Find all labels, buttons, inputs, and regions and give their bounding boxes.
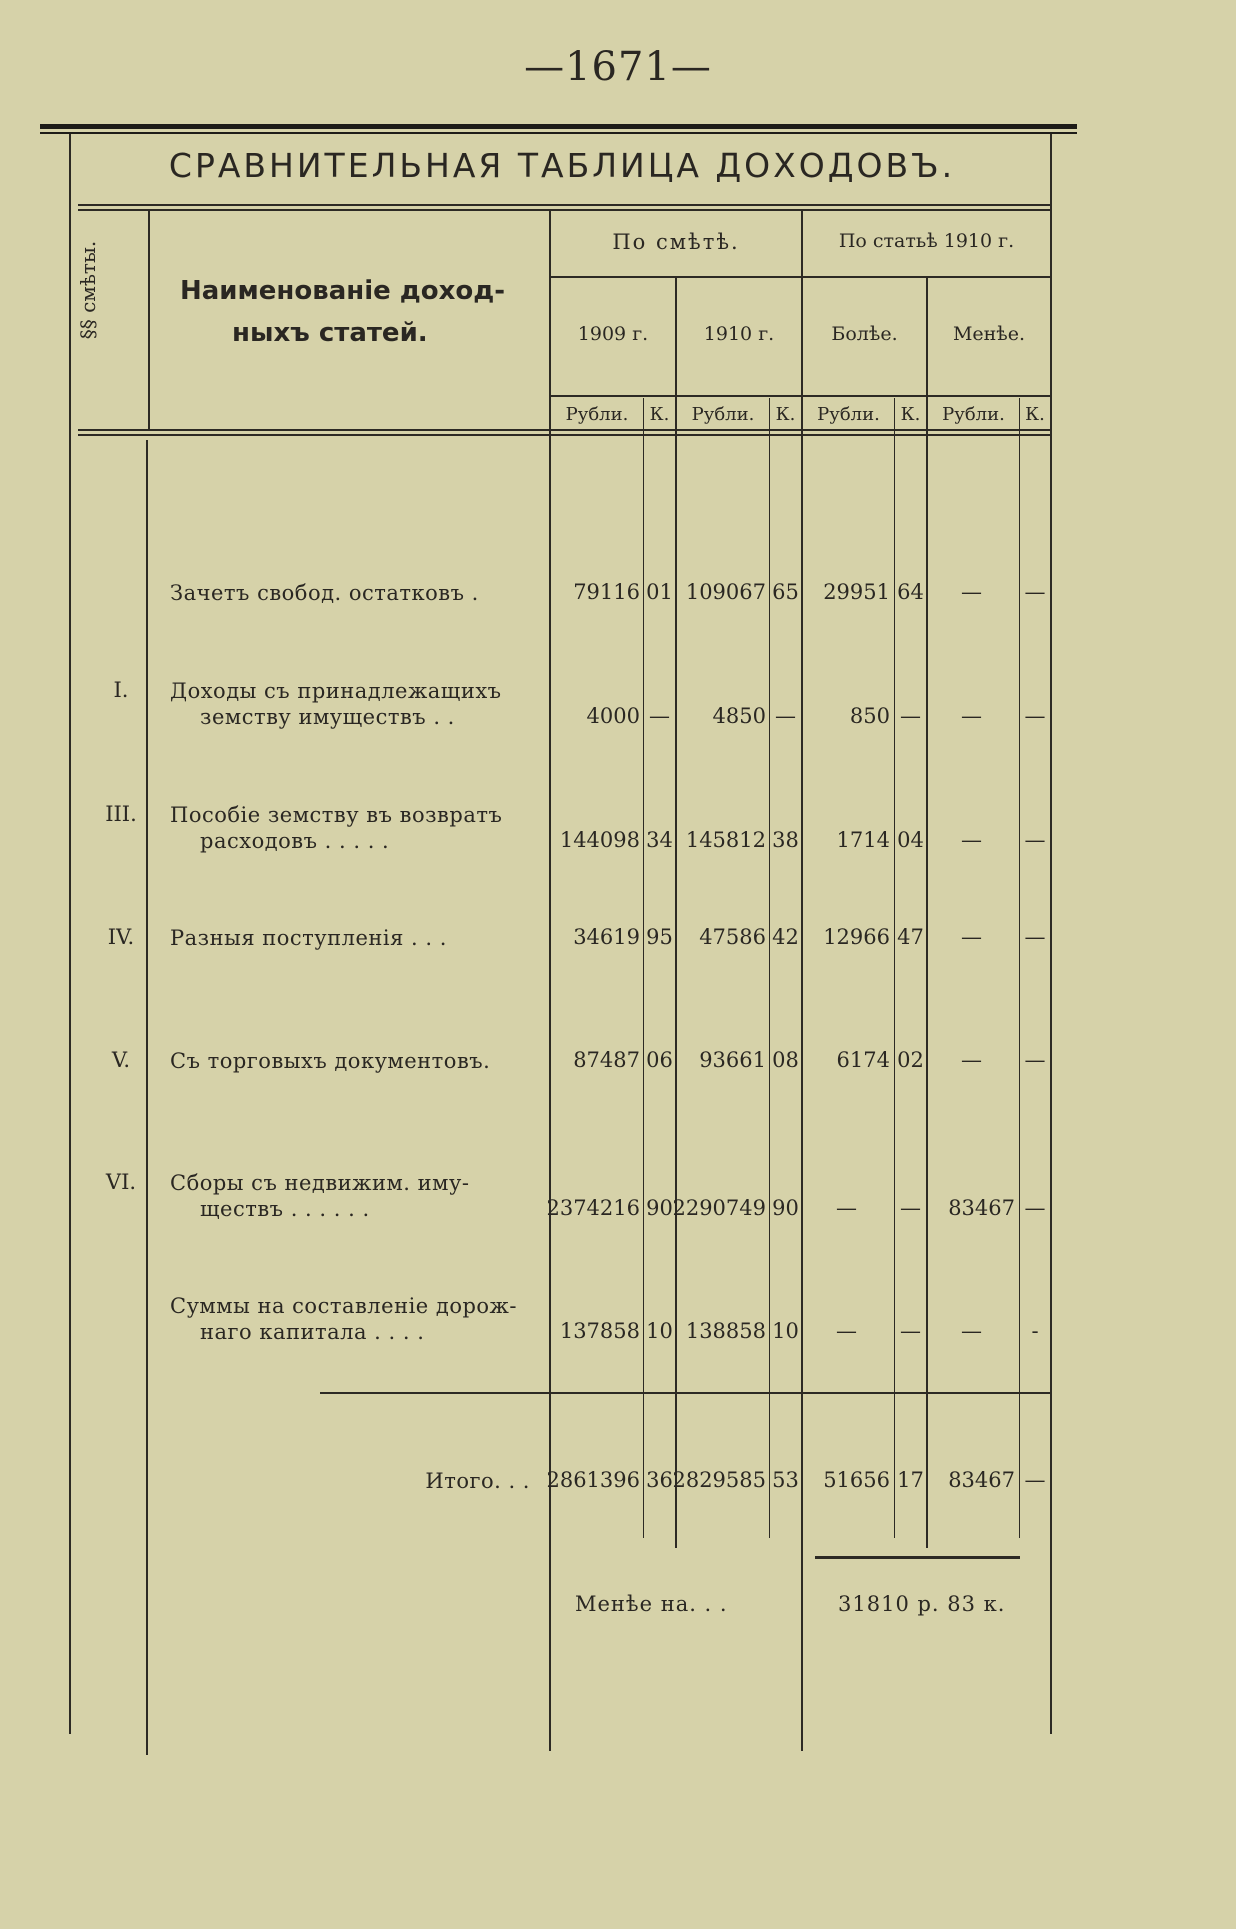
header-1910: 1910 г. <box>703 323 775 345</box>
col-divider-bolee <box>926 278 928 1548</box>
row-menee-rubli: — <box>961 1048 982 1072</box>
total-bolee-rubli: 51656 <box>823 1468 890 1492</box>
summary-value: 31810 р. 83 к. <box>838 1592 1006 1616</box>
row-label-line1: Съ торговыхъ документовъ. <box>170 1049 491 1073</box>
row-menee-kop: - <box>1031 1319 1039 1343</box>
row-menee-kop: — <box>1024 828 1046 852</box>
row-1910-rubli: 93661 <box>699 1048 766 1072</box>
header-bottom-line <box>78 429 1050 431</box>
row-bolee-rubli: 1714 <box>836 828 890 852</box>
row-bolee-rubli: 29951 <box>823 580 890 604</box>
header-rubli-bolee: Рубли. <box>817 404 880 425</box>
header-rubli-menee: Рубли. <box>942 404 1005 425</box>
row-1909-rubli: 144098 <box>559 828 640 852</box>
row-bolee-kop: 47 <box>897 925 924 949</box>
header-bottom-line-2 <box>78 434 1050 436</box>
total-line <box>320 1392 1050 1394</box>
row-number: I. <box>113 678 129 702</box>
row-bolee-rubli: 12966 <box>823 925 890 949</box>
col-divider-num <box>148 211 150 429</box>
row-1910-kop: 38 <box>772 828 799 852</box>
row-bolee-kop: 64 <box>897 580 924 604</box>
kop-divider-bolee <box>894 398 895 1538</box>
row-1909-rubli: 87487 <box>573 1048 640 1072</box>
group-header-line <box>550 276 1050 278</box>
row-1909-kop: 95 <box>646 925 673 949</box>
header-kop-1910: К. <box>775 404 796 425</box>
row-label <box>170 802 535 854</box>
row-menee-kop: — <box>1024 925 1046 949</box>
row-1909-rubli: 4000 <box>586 704 640 728</box>
row-1910-kop: 10 <box>772 1319 799 1343</box>
col-divider-groups <box>801 211 803 1751</box>
body-num-divider <box>146 440 148 1755</box>
row-label <box>170 925 535 951</box>
header-rubli-1910: Рубли. <box>691 404 755 425</box>
row-label <box>170 1293 535 1345</box>
header-menee: Менѣе. <box>952 323 1026 345</box>
row-label <box>170 678 535 730</box>
row-menee-rubli: — <box>961 1319 982 1343</box>
row-label <box>170 1048 535 1074</box>
col-divider-name <box>549 211 551 1751</box>
header-1909: 1909 г. <box>577 323 649 345</box>
row-number: III. <box>105 802 137 826</box>
row-1910-kop: 90 <box>772 1196 799 1220</box>
row-bolee-rubli: 850 <box>849 704 890 728</box>
header-kop-bolee: К. <box>900 404 921 425</box>
row-bolee-kop: 04 <box>897 828 924 852</box>
row-bolee-kop: — <box>900 1319 921 1343</box>
row-menee-rubli: — <box>961 704 982 728</box>
kop-divider-menee <box>1019 398 1020 1538</box>
row-1910-rubli: 4850 <box>712 704 766 728</box>
col-header-number: §§ смѣты. <box>76 240 100 340</box>
row-1910-kop: — <box>775 704 796 728</box>
total-1910-kop: 53 <box>772 1468 799 1492</box>
row-1909-kop: 06 <box>646 1048 673 1072</box>
row-number: VI. <box>105 1170 137 1194</box>
row-menee-rubli: — <box>961 925 982 949</box>
total-1909-rubli: 2861396 <box>546 1468 640 1492</box>
col-divider-1909 <box>675 278 677 1548</box>
row-number: V. <box>111 1048 131 1072</box>
right-border <box>1050 134 1052 1734</box>
row-label-line2: ществъ . . . . . . <box>200 1197 370 1221</box>
total-label: Итого. . . <box>425 1469 530 1493</box>
subheader-line <box>550 395 1050 397</box>
row-label <box>170 1170 535 1222</box>
row-bolee-kop: 02 <box>897 1048 924 1072</box>
left-border <box>69 134 71 1734</box>
row-bolee-rubli: — <box>836 1319 857 1343</box>
total-bolee-kop: 17 <box>897 1468 924 1492</box>
row-1909-rubli: 2374216 <box>546 1196 640 1220</box>
row-1909-kop: 90 <box>646 1196 673 1220</box>
top-rule <box>40 124 1077 129</box>
row-menee-kop: — <box>1024 1048 1046 1072</box>
row-number: IV. <box>107 925 135 949</box>
row-1909-kop: 34 <box>646 828 673 852</box>
total-menee-rubli: 83467 <box>948 1468 1015 1492</box>
row-label-line1: Суммы на составленіе дорож- <box>170 1294 517 1318</box>
header-po-smete: По смѣтѣ. <box>612 230 740 254</box>
row-1910-rubli: 2290749 <box>672 1196 766 1220</box>
header-rubli-1909: Рубли. <box>565 404 629 425</box>
total-1909-kop: 36 <box>646 1468 673 1492</box>
row-label-line2: наго капитала . . . . <box>200 1320 425 1344</box>
row-menee-rubli: 83467 <box>948 1196 1015 1220</box>
row-menee-kop: — <box>1024 1196 1046 1220</box>
row-menee-kop: — <box>1024 704 1046 728</box>
row-1910-kop: 42 <box>772 925 799 949</box>
summary-label: Менѣе на. . . <box>575 1592 728 1616</box>
row-label-line1: Разныя поступленія . . . <box>170 926 447 950</box>
row-label-line1: Доходы съ принадлежащихъ <box>170 679 502 703</box>
col-header-name: Наименованіе доход- ныхъ статей. <box>180 276 506 348</box>
top-rule-thin <box>40 132 1077 134</box>
row-1910-rubli: 47586 <box>699 925 766 949</box>
row-1909-rubli: 34619 <box>573 925 640 949</box>
row-bolee-rubli: 6174 <box>836 1048 890 1072</box>
row-1909-kop: 01 <box>646 580 673 604</box>
header-kop-menee: К. <box>1025 404 1045 425</box>
row-label-line1: Сборы съ недвижим. иму- <box>170 1171 470 1195</box>
row-bolee-kop: — <box>900 1196 921 1220</box>
header-kop-1909: К. <box>649 404 670 425</box>
row-1910-rubli: 145812 <box>685 828 766 852</box>
title-underline-2 <box>78 209 1050 211</box>
row-label-line1: Зачетъ свобод. остатковъ . <box>170 581 479 605</box>
row-1909-rubli: 137858 <box>559 1319 640 1343</box>
table-title: СРАВНИТЕЛЬНАЯ ТАБЛИЦА ДОХОДОВЪ. <box>168 146 956 185</box>
page-number: —1671— <box>524 44 712 90</box>
row-1909-kop: 10 <box>646 1319 673 1343</box>
header-po-state: По статьѣ 1910 г. <box>838 230 1015 252</box>
row-menee-rubli: — <box>961 828 982 852</box>
row-label <box>170 580 535 606</box>
total-1910-rubli: 2829585 <box>672 1468 766 1492</box>
kop-divider-1910 <box>769 398 770 1538</box>
row-label-line2: расходовъ . . . . . <box>200 829 390 853</box>
kop-divider-1909 <box>643 398 644 1538</box>
title-underline <box>78 204 1050 206</box>
row-label-line1: Пособіе земству въ возвратъ <box>170 803 503 827</box>
row-1910-kop: 08 <box>772 1048 799 1072</box>
row-1909-rubli: 79116 <box>573 580 640 604</box>
row-label-line2: земству имуществъ . . <box>200 705 455 729</box>
row-1910-rubli: 109067 <box>685 580 766 604</box>
row-bolee-kop: — <box>900 704 921 728</box>
row-menee-kop: — <box>1024 580 1046 604</box>
total-menee-kop: — <box>1024 1468 1046 1492</box>
row-1909-kop: — <box>649 704 670 728</box>
header-bolee: Болѣе. <box>831 323 898 345</box>
row-1910-kop: 65 <box>772 580 799 604</box>
row-1910-rubli: 138858 <box>685 1319 766 1343</box>
row-bolee-rubli: — <box>836 1196 857 1220</box>
summary-line <box>815 1556 1020 1559</box>
row-menee-rubli: — <box>961 580 982 604</box>
